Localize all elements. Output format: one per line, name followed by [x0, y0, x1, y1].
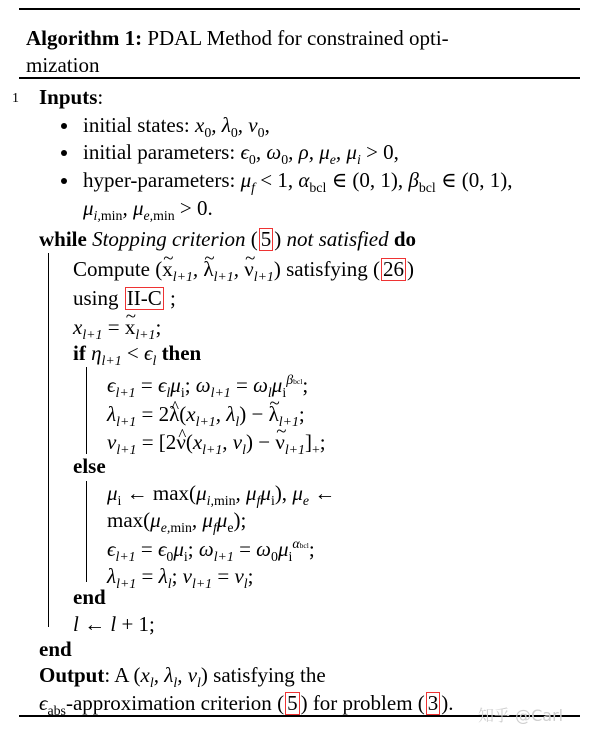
top-rule — [19, 8, 580, 10]
else-keyword: else — [73, 454, 106, 478]
else-line — [73, 452, 106, 480]
ref-criterion[interactable]: 5 — [287, 691, 298, 715]
header-rule — [19, 77, 580, 79]
if-line: if $\eta_{l+1} < \epsilon_l$ then — [73, 341, 202, 368]
bullet-initial-states: initial states: $x_0$, $\lambda_0$, $\nu_0$, — [83, 113, 270, 140]
ref-stopping-criterion[interactable]: 5 — [260, 227, 272, 251]
bullet-text: initial parameters: — [83, 140, 236, 164]
bullet-text: initial states: — [83, 113, 190, 137]
if-block-bar — [86, 367, 87, 454]
ref-equation[interactable]: 26 — [383, 257, 405, 281]
ref-problem[interactable]: 3 — [427, 691, 439, 715]
output-line: Output: A ($x_l$, $\lambda_l$, $\nu_l$) satisfying the — [39, 663, 326, 690]
satisfying-text: satisfying — [286, 257, 368, 281]
using-line: using II-C ; — [73, 286, 176, 310]
for-problem-text: for problem — [312, 691, 413, 715]
bullet-text: hyper-parameters: — [83, 168, 236, 192]
algorithm-title-cont — [26, 51, 99, 79]
while-keyword: while — [39, 227, 87, 251]
bullet-initial-parameters: initial parameters: $\epsilon_0$, $\omega_0$, ρ, $\mu_e$, $\mu_i > 0$, — [83, 140, 399, 167]
while-line: while Stopping criterion ( 5 ) not satisfied do — [39, 227, 417, 251]
if-keyword: if — [73, 341, 86, 365]
end-if-line — [73, 583, 106, 611]
inputs-line: Inputs: — [39, 85, 104, 109]
assign-x-line: $x_{l+1}$ = ~ $x_{l+1}$; — [73, 313, 161, 341]
end-while-line — [39, 635, 72, 663]
else-update-lambda-nu: $\lambda_{l+1} = \lambda_l$; $\nu_{l+1} = \nu_l$; — [107, 564, 254, 591]
bullet-icon — [61, 123, 67, 129]
algorithm-title-text: PDAL Method for constrained opti- — [147, 26, 449, 50]
else-update-epsilon: $\epsilon_{l+1} = \epsilon_0\mu_i$; $\omega_{l+1} = \omega_0\mu_i^{\alpha bcl}$; — [107, 535, 315, 564]
while-block-bar — [48, 253, 49, 627]
watermark: 知乎 @Carl — [478, 706, 564, 725]
if-update-lambda: $\lambda_{l+1}$ = 2^ $\lambda(x_{l+1}$, $\lambda_l$) − ~ $\lambda_{l+1}$; — [107, 400, 305, 428]
else-block-bar — [86, 481, 87, 582]
bullet-hyper-parameters-cont: $\mu_{i,min}$, $\mu_{e,min} > 0$. — [83, 196, 213, 223]
bullet-icon — [61, 178, 67, 184]
compute-text: Compute — [73, 257, 150, 281]
bullet-icon — [61, 150, 67, 156]
inputs-label: Inputs — [39, 85, 98, 109]
ref-section[interactable]: II-C — [126, 286, 162, 310]
output-line-2: $\epsilon_{abs}$-approximation criterion ( 5 ) for problem ( 3 ). — [39, 691, 454, 718]
output-satisfying: satisfying the — [213, 663, 326, 687]
end-keyword: end — [39, 637, 72, 661]
do-keyword: do — [393, 227, 417, 251]
not-satisfied: not satisfied — [286, 227, 389, 251]
output-text: : A — [104, 663, 129, 687]
stopping-criterion: Stopping criterion — [92, 227, 246, 251]
output-criterion: -approximation criterion — [65, 691, 272, 715]
output-label: Output — [39, 663, 105, 687]
using-text: using — [73, 286, 119, 310]
algorithm-title — [26, 24, 449, 52]
algorithm-label: Algorithm 1: — [26, 26, 143, 50]
then-keyword: then — [161, 341, 202, 365]
end-keyword: end — [73, 585, 106, 609]
increment-line: l ← l + 1; — [73, 612, 155, 636]
bullet-hyper-parameters: hyper-parameters: $\mu_f < 1$, $\alpha_{bcl}$ ∈ (0, 1), $\beta_{bcl}$ ∈ (0, 1), — [83, 168, 513, 195]
else-update-mu: $\mu_i$ ← $\max(\mu_{i,min}$, $\mu_f\mu_i$), $\mu_e$ ← — [107, 481, 336, 508]
if-update-nu: $\nu_{l+1}$ = [2^ $\nu(x_{l+1}$, $\nu_l$) − ~ $\nu_{l+1}]_+$; — [107, 428, 326, 456]
line-number: 1 — [12, 91, 19, 106]
if-update-epsilon: $\epsilon_{l+1} = \epsilon_l\mu_i$; $\omega_{l+1} = \omega_l\mu_i^{\beta bcl}$; — [107, 371, 309, 400]
algorithm-title-text-2: mization — [26, 53, 100, 77]
else-update-mu-cont: $\max(\mu_{e,min}$, $\mu_f\mu_e$); — [107, 508, 247, 535]
compute-line: Compute (~ $x_{l+1}$, ~ $\lambda_{l+1}$, ~ $\nu_{l+1}$) satisfying ( 26 ) — [73, 255, 414, 283]
